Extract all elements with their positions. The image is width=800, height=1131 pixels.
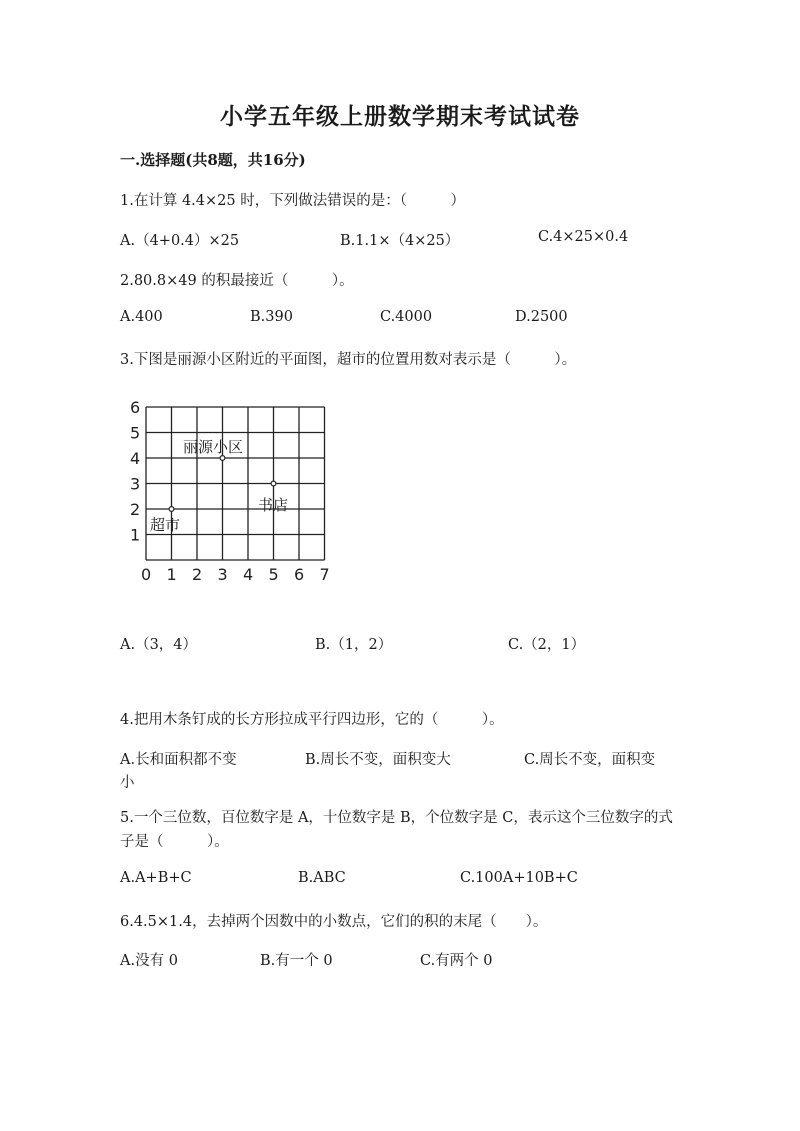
supermarket-label: 超市 xyxy=(150,516,181,534)
q2-option-b: B.390 xyxy=(250,309,293,325)
y-tick-label: 6 xyxy=(130,398,141,417)
q2-option-a: A.400 xyxy=(120,309,163,325)
q5-option-a: A.A+B+C xyxy=(120,870,192,886)
x-tick-label: 1 xyxy=(166,565,177,584)
q6-option-c: C.有两个 0 xyxy=(420,953,493,969)
q6-option-b: B.有一个 0 xyxy=(260,953,333,969)
q2-option-d: D.2500 xyxy=(515,309,568,325)
y-tick-label: 4 xyxy=(130,449,141,468)
supermarket-point xyxy=(169,507,174,512)
q5-option-c: C.100A+10B+C xyxy=(460,870,578,886)
q1-option-a: A.（4+0.4）×25 xyxy=(120,233,240,249)
x-tick-label: 7 xyxy=(319,565,330,584)
x-tick-label: 3 xyxy=(217,565,228,584)
q5-option-b: B.ABC xyxy=(298,870,346,886)
y-tick-label: 3 xyxy=(130,474,141,494)
q4-option-a: A.长和面积都不变 xyxy=(120,752,237,768)
question-1: 1.在计算 4.4×25 时，下列做法错误的是：（ ） xyxy=(120,193,465,209)
q4-option-c-wrap: 小 xyxy=(120,775,135,791)
q2-option-c: C.4000 xyxy=(380,309,433,325)
x-tick-label: 5 xyxy=(268,565,279,584)
q4-option-c: C.周长不变，面积变 xyxy=(524,752,656,768)
question-6: 6.4.5×1.4，去掉两个因数中的小数点，它们的积的末尾（ ）。 xyxy=(120,914,548,930)
x-tick-label: 6 xyxy=(294,565,305,584)
question-3: 3.下图是丽源小区附近的平面图，超市的位置用数对表示是（ ）。 xyxy=(120,352,577,368)
bookstore-label: 书店 xyxy=(258,496,289,514)
y-tick-label: 2 xyxy=(130,500,141,519)
bookstore-point xyxy=(271,481,276,486)
q4-option-b: B.周长不变，面积变大 xyxy=(305,752,451,768)
q3-option-b: B.（1，2） xyxy=(315,637,393,653)
q1-option-b: B.1.1×（4×25） xyxy=(340,233,460,249)
question-5: 5.一个三位数，百位数字是 A，十位数字是 B，个位数字是 C，表示这个三位数字的式子是（ ）。 xyxy=(120,810,673,850)
q6-option-a: A.没有 0 xyxy=(120,953,178,969)
question-2: 2.80.8×49 的积最接近（ ）。 xyxy=(120,273,354,289)
community-point xyxy=(220,456,225,461)
section-heading: 一.选择题(共8题，共16分) xyxy=(120,151,306,169)
location-map xyxy=(126,398,341,597)
q3-option-a: A.（3，4） xyxy=(120,637,198,653)
q3-option-c: C.（2，1） xyxy=(508,637,586,653)
exam-title: 小学五年级上册数学期末考试试卷 xyxy=(220,103,580,130)
q1-option-c: C.4×25×0.4 xyxy=(538,229,629,245)
community-label: 丽源小区 xyxy=(183,438,244,456)
x-tick-label: 2 xyxy=(192,565,203,584)
coordinate-grid xyxy=(126,398,341,593)
question-4: 4.把用木条钉成的长方形拉成平行四边形，它的（ ）。 xyxy=(120,712,504,728)
x-tick-label: 4 xyxy=(243,565,254,584)
x-tick-label: 0 xyxy=(141,565,152,584)
y-tick-label: 1 xyxy=(130,525,141,545)
y-tick-label: 5 xyxy=(130,423,141,443)
